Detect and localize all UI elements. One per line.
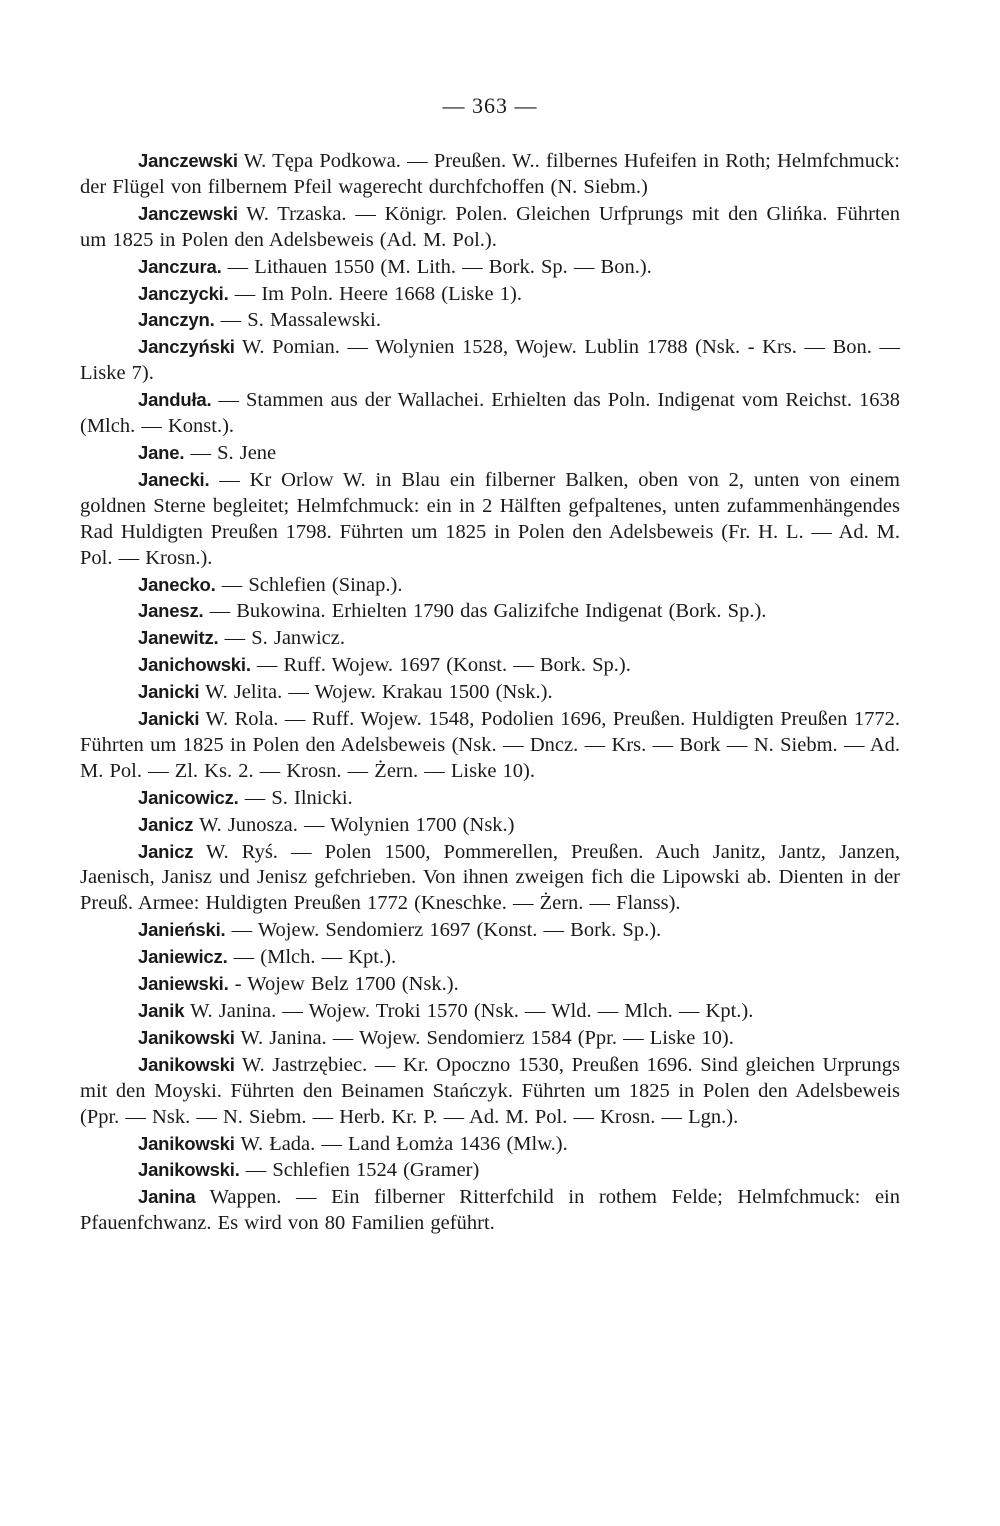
entry	[80, 1131, 900, 1158]
entry-text: — S. Massalewski.	[214, 309, 381, 332]
entry	[80, 334, 900, 387]
entry	[80, 971, 900, 998]
entry-text: — Lithauen 1550 (M. Lith. — Bork. Sp. — Bon.).	[221, 255, 652, 278]
entry-text: - Wojew Belz 1700 (Nsk.).	[228, 973, 459, 996]
entry-surname: Janczewski	[138, 150, 238, 171]
entry	[80, 679, 900, 706]
entry-text: — Kr Orlow W. in Blau ein filberner Balken, oben von 2, unten von einem goldnen Sterne begleitet; Helmfchmuck: ein in 2 Hälften gefpaltenes, unten zufammenhängendes Rad Huldigten Preußen 1798. Führten um 1825 in Polen den Adelsbeweis (Fr. H. L. — Ad. M. Pol. — Krosn.).	[80, 468, 900, 569]
entry	[80, 440, 900, 467]
entry-surname: Janewitz.	[138, 627, 219, 649]
entry-text: W. Janina. — Wojew. Troki 1570 (Nsk. — Wld. — Mlch. — Kpt.).	[184, 1000, 754, 1022]
entry-surname: Janiewicz.	[138, 946, 228, 968]
entry-surname: Janichowski.	[138, 654, 251, 676]
entry	[80, 307, 900, 334]
entry	[80, 1052, 900, 1131]
entry-text: W. Łada. — Land Łomża 1436 (Mlw.).	[234, 1132, 568, 1155]
entry	[80, 652, 900, 679]
entry	[80, 467, 900, 572]
entry	[80, 625, 900, 652]
entry	[80, 998, 900, 1025]
entry	[80, 254, 900, 281]
entry-surname: Janicz	[138, 813, 194, 835]
entry-surname: Janczewski	[138, 202, 238, 224]
entry-surname: Janczyński	[138, 336, 235, 358]
entry-text: — Schlefien (Sinap.).	[215, 573, 403, 596]
entry-text: — Schlefien 1524 (Gramer)	[239, 1159, 480, 1182]
entry-surname: Janczycki.	[138, 282, 229, 304]
entry-surname: Janduła.	[138, 389, 212, 411]
entry-text: W. Junosza. — Wolynien 1700 (Nsk.)	[193, 813, 515, 836]
entry-surname: Janikowski	[138, 1026, 235, 1048]
entry-text: — S. Jene	[184, 441, 277, 464]
entry	[80, 572, 900, 599]
entry	[80, 1025, 900, 1052]
entry-text: W. Trzaska. — Königr. Polen. Gleichen Urfprungs mit den Glińka. Führten um 1825 in Polen den Adelsbeweis (Ad. M. Pol.).	[80, 202, 900, 251]
entry-text: Wappen. — Ein filberner Ritterfchild in rothem Felde; Helmfchmuck: ein Pfauenfchwanz. Es wird von 80 Familien geführt.	[80, 1186, 900, 1235]
entry-text: — Ruff. Wojew. 1697 (Konst. — Bork. Sp.).	[250, 654, 631, 677]
entry-surname: Janikowski	[138, 1132, 235, 1154]
entry-surname: Janicowicz.	[138, 786, 239, 808]
entry-surname: Jane.	[138, 441, 185, 463]
entry-surname: Janczyn.	[138, 309, 215, 331]
entry	[80, 839, 900, 918]
entry	[80, 148, 900, 201]
entry-text: — Im Poln. Heere 1668 (Liske 1).	[228, 282, 522, 305]
entry	[80, 1184, 900, 1237]
entry-surname: Janesz.	[138, 600, 204, 622]
entry-text: — S. Ilnicki.	[238, 786, 353, 809]
entry-text: W. Ryś. — Polen 1500, Pommerellen, Preußen. Auch Janitz, Jantz, Janzen, Jaenisch, Janisz und Jenisz gefchrieben. Von ihnen zweigen fich die Lipowski ab. Dienten in der Preuß. Armee: Huldigten Preußen 1772 (Kneschke. — Żern. — Flanss).	[80, 840, 900, 915]
entry-surname: Janieński.	[138, 919, 226, 941]
entry-text: — S. Janwicz.	[218, 627, 346, 650]
entry	[80, 281, 900, 308]
entry-surname: Janik	[138, 1000, 185, 1021]
entry-text: — Bukowina. Erhielten 1790 das Galizifche Indigenat (Bork. Sp.).	[203, 600, 767, 623]
entry	[80, 812, 900, 839]
entry-surname: Janczura.	[138, 255, 222, 277]
entry-text: — Stammen aus der Wallachei. Erhielten das Poln. Indigenat vom Reichst. 1638 (Mlch. — Konst.).	[80, 389, 900, 438]
entry-text: — Wojew. Sendomierz 1697 (Konst. — Bork. Sp.).	[225, 919, 662, 942]
entry-text: W. Tępa Podkowa. — Preußen. W.. filbernes Hufeifen in Roth; Helmfchmuck: der Flügel von filbernem Pfeil wagerecht durchfchoffen (N. Siebm.)	[80, 150, 900, 198]
entry-surname: Janikowski	[138, 1053, 235, 1075]
document-page	[80, 92, 900, 1237]
entry-surname: Janikowski.	[138, 1159, 240, 1181]
entry-list	[80, 148, 900, 1237]
entry-surname: Janecki.	[138, 468, 210, 490]
entry-text: W. Jelita. — Wojew. Krakau 1500 (Nsk.).	[199, 681, 553, 704]
entry	[80, 598, 900, 625]
entry-surname: Janicki	[138, 681, 200, 703]
entry-surname: Janicz	[138, 840, 194, 862]
entry	[80, 917, 900, 944]
entry	[80, 785, 900, 812]
entry	[80, 1157, 900, 1184]
entry-surname: Janina	[138, 1186, 196, 1208]
entry	[80, 944, 900, 971]
entry-surname: Janiewski.	[138, 973, 229, 995]
entry-text: W. Jastrzębiec. — Kr. Opoczno 1530, Preußen 1696. Sind gleichen Urprungs mit den Moyski. Führten den Beinamen Stańczyk. Führten um 1825 in Polen den Adelsbeweis (Ppr. — Nsk. — N. Siebm. — Herb. Kr. P. — Ad. M. Pol. — Krosn. — Lgn.).	[80, 1053, 900, 1128]
entry-text: — (Mlch. — Kpt.).	[227, 946, 397, 969]
entry-surname: Janicki	[138, 708, 200, 730]
entry-text: W. Rola. — Ruff. Wojew. 1548, Podolien 1696, Preußen. Huldigten Preußen 1772. Führten um 1825 in Polen den Adelsbeweis (Nsk. — Dncz. — Krs. — Bork — N. Siebm. — Ad. M. Pol. — Zl. Ks. 2. — Krosn. — Żern. — Liske 10).	[80, 708, 900, 782]
entry-surname: Janecko.	[138, 573, 216, 595]
entry-text: W. Pomian. — Wolynien 1528, Wojew. Lublin 1788 (Nsk. - Krs. — Bon. — Liske 7).	[80, 336, 900, 385]
entry	[80, 706, 900, 785]
entry	[80, 387, 900, 440]
page-number: — 363 —	[442, 93, 538, 118]
entry	[80, 201, 900, 254]
entry-text: W. Janina. — Wojew. Sendomierz 1584 (Ppr. — Liske 10).	[234, 1026, 734, 1049]
